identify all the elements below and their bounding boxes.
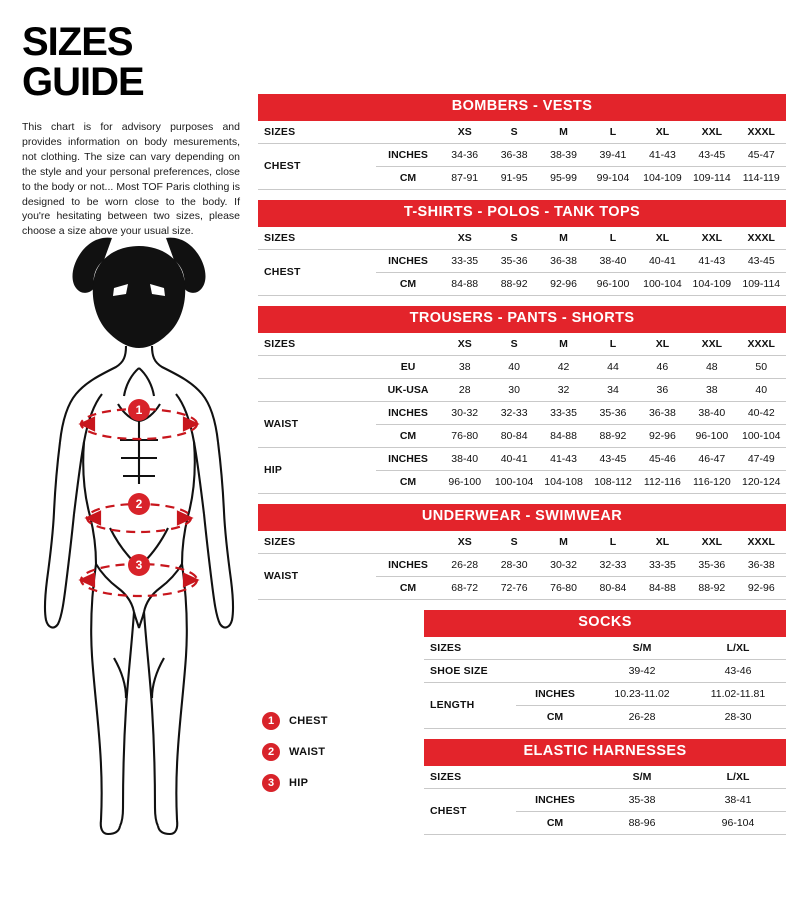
- spacer: [258, 190, 786, 200]
- left-column: [22, 22, 250, 239]
- spacer: [258, 600, 786, 610]
- cell: [376, 121, 440, 144]
- unit-label: INCHES: [376, 249, 440, 272]
- table-underwear-grid: [258, 531, 786, 600]
- cell: 47-49: [737, 447, 786, 470]
- cell: [376, 531, 440, 554]
- cell: 96-100: [440, 470, 489, 493]
- cell: 40-42: [737, 401, 786, 424]
- cell: 38-40: [440, 447, 489, 470]
- cell: 43-45: [588, 447, 637, 470]
- body-measurement-figure: [14, 228, 264, 848]
- table-band-harnesses: ELASTIC HARNESSES: [424, 739, 786, 766]
- table-row: [424, 788, 786, 811]
- cell: XS: [440, 333, 489, 356]
- cell: 41-43: [687, 249, 736, 272]
- cell: 45-47: [737, 143, 786, 166]
- cell: 39-41: [588, 143, 637, 166]
- cell: 88-92: [687, 576, 736, 599]
- intro-paragraph: This chart is for advisory purposes and provides information on body mesurements, not clothing. The size can vary depending on the style and your personal preferences, close to the body or not... Most TOF Paris clothing is designed to be worn close to the body. If you're hesitating between two sizes, please choose a size above your usual size.: [22, 121, 240, 238]
- cell: L: [588, 333, 637, 356]
- cell: M: [539, 333, 588, 356]
- cell: 108-112: [588, 470, 637, 493]
- sizes-label: SIZES: [258, 333, 376, 356]
- cell: S: [489, 227, 538, 250]
- cell: 104-108: [539, 470, 588, 493]
- group-label: CHEST: [258, 249, 376, 295]
- cell: 88-92: [588, 424, 637, 447]
- cell: 41-43: [539, 447, 588, 470]
- cell: XL: [638, 121, 687, 144]
- unit-label: CM: [376, 424, 440, 447]
- unit-label: INCHES: [376, 401, 440, 424]
- cell: 32: [539, 378, 588, 401]
- sizes-label: SIZES: [424, 637, 516, 660]
- table-row: [258, 227, 786, 250]
- cell: [516, 659, 594, 682]
- legend-label-hip: HIP: [289, 777, 309, 789]
- cell: 35-36: [687, 553, 736, 576]
- cell: 36-38: [539, 249, 588, 272]
- table-band-bombers-vests: BOMBERS - VESTS: [258, 94, 786, 121]
- cell: XXXL: [737, 531, 786, 554]
- cell: 41-43: [638, 143, 687, 166]
- cell: L/XL: [690, 637, 786, 660]
- page-title: SIZES GUIDE: [22, 20, 144, 104]
- table-trousers-pants-shorts: [258, 306, 786, 494]
- table-row: [258, 355, 786, 378]
- table-row: [258, 447, 786, 470]
- cell: XXL: [687, 227, 736, 250]
- cell: 116-120: [687, 470, 736, 493]
- cell: L: [588, 227, 637, 250]
- svg-text:3: 3: [135, 558, 143, 572]
- cell: 33-35: [539, 401, 588, 424]
- cell: 45-46: [638, 447, 687, 470]
- cell: 72-76: [489, 576, 538, 599]
- cell: 40-41: [489, 447, 538, 470]
- cell: 38-39: [539, 143, 588, 166]
- table-row: [424, 637, 786, 660]
- cell: 33-35: [440, 249, 489, 272]
- unit-label: INCHES: [516, 682, 594, 705]
- cell: L: [588, 121, 637, 144]
- cell: 35-36: [489, 249, 538, 272]
- cell: S/M: [594, 637, 690, 660]
- cell: 76-80: [539, 576, 588, 599]
- group-label: CHEST: [424, 788, 516, 834]
- cell: 36: [638, 378, 687, 401]
- cell: XXL: [687, 333, 736, 356]
- table-band-socks: SOCKS: [424, 610, 786, 637]
- legend-number-2: 2: [262, 743, 280, 761]
- cell: M: [539, 227, 588, 250]
- cell: 34-36: [440, 143, 489, 166]
- legend-label-waist: WAIST: [289, 746, 326, 758]
- cell: 76-80: [440, 424, 489, 447]
- unit-label: INCHES: [376, 143, 440, 166]
- table-elastic-harnesses: [258, 739, 786, 835]
- cell: 30-32: [539, 553, 588, 576]
- table-band-trousers: TROUSERS - PANTS - SHORTS: [258, 306, 786, 333]
- cell: L: [588, 531, 637, 554]
- cell: 100-104: [489, 470, 538, 493]
- table-bombers-vests: [258, 94, 786, 190]
- cell: [376, 227, 440, 250]
- cell: 109-114: [687, 166, 736, 189]
- cell: 120-124: [737, 470, 786, 493]
- cell: 46-47: [687, 447, 736, 470]
- cell: 84-88: [440, 272, 489, 295]
- cell: 96-100: [588, 272, 637, 295]
- unit-label: CM: [376, 166, 440, 189]
- table-band-tshirts: T-SHIRTS - POLOS - TANK TOPS: [258, 200, 786, 227]
- table-row: [258, 121, 786, 144]
- table-row: [258, 553, 786, 576]
- cell: 48: [687, 355, 736, 378]
- cell: 36-38: [737, 553, 786, 576]
- size-tables: [258, 94, 786, 835]
- male-body-silhouette-icon: [14, 228, 264, 848]
- cell: 96-104: [690, 811, 786, 834]
- table-socks-grid: [424, 637, 786, 729]
- cell: XXL: [687, 121, 736, 144]
- cell: 68-72: [440, 576, 489, 599]
- cell: S: [489, 531, 538, 554]
- cell: M: [539, 531, 588, 554]
- unit-label: CM: [376, 272, 440, 295]
- cell: M: [539, 121, 588, 144]
- cell: 40: [489, 355, 538, 378]
- group-label: WAIST: [258, 401, 376, 447]
- group-label: HIP: [258, 447, 376, 493]
- spacer: [258, 494, 786, 504]
- cell: 50: [737, 355, 786, 378]
- cell: 92-96: [638, 424, 687, 447]
- cell: 28-30: [690, 705, 786, 728]
- table-band-underwear: UNDERWEAR - SWIMWEAR: [258, 504, 786, 531]
- cell: 87-91: [440, 166, 489, 189]
- cell: 96-100: [687, 424, 736, 447]
- cell: 112-116: [638, 470, 687, 493]
- group-label-empty: [258, 378, 376, 401]
- cell: XS: [440, 227, 489, 250]
- cell: 38-40: [588, 249, 637, 272]
- table-tshirts-grid: [258, 227, 786, 296]
- cell: 35-38: [594, 788, 690, 811]
- table-trousers-grid: [258, 333, 786, 494]
- cell: 100-104: [638, 272, 687, 295]
- cell: L/XL: [690, 766, 786, 789]
- cell: 43-45: [687, 143, 736, 166]
- unit-label: INCHES: [376, 447, 440, 470]
- cell: XXXL: [737, 227, 786, 250]
- cell: 28: [440, 378, 489, 401]
- table-row: [258, 531, 786, 554]
- cell: 26-28: [440, 553, 489, 576]
- cell: 84-88: [539, 424, 588, 447]
- cell: 32-33: [588, 553, 637, 576]
- cell: 80-84: [588, 576, 637, 599]
- legend-label-chest: CHEST: [289, 715, 328, 727]
- cell: 99-104: [588, 166, 637, 189]
- table-row: [258, 378, 786, 401]
- unit-label: EU: [376, 355, 440, 378]
- legend-number-3: 3: [262, 774, 280, 792]
- cell: XXL: [687, 531, 736, 554]
- cell: S: [489, 333, 538, 356]
- cell: 114-119: [737, 166, 786, 189]
- table-row: [258, 249, 786, 272]
- unit-label: CM: [516, 705, 594, 728]
- cell: XL: [638, 227, 687, 250]
- cell: [516, 637, 594, 660]
- shoe-size-label: SHOE SIZE: [424, 659, 516, 682]
- cell: 44: [588, 355, 637, 378]
- unit-label: UK-USA: [376, 378, 440, 401]
- table-row: [258, 401, 786, 424]
- table-row: [424, 659, 786, 682]
- cell: 35-36: [588, 401, 637, 424]
- sizes-label: SIZES: [424, 766, 516, 789]
- cell: 38: [687, 378, 736, 401]
- table-socks: [258, 610, 786, 729]
- group-label: WAIST: [258, 553, 376, 599]
- cell: 38-41: [690, 788, 786, 811]
- cell: XXXL: [737, 333, 786, 356]
- svg-text:2: 2: [135, 497, 143, 511]
- cell: XXXL: [737, 121, 786, 144]
- cell: 43-45: [737, 249, 786, 272]
- cell: 43-46: [690, 659, 786, 682]
- cell: S/M: [594, 766, 690, 789]
- length-label: LENGTH: [424, 682, 516, 728]
- cell: 32-33: [489, 401, 538, 424]
- cell: 40-41: [638, 249, 687, 272]
- sizes-label: SIZES: [258, 121, 376, 144]
- cell: 104-109: [638, 166, 687, 189]
- cell: XS: [440, 531, 489, 554]
- cell: XL: [638, 333, 687, 356]
- cell: 11.02-11.81: [690, 682, 786, 705]
- sizes-label: SIZES: [258, 227, 376, 250]
- cell: 46: [638, 355, 687, 378]
- cell: 36-38: [638, 401, 687, 424]
- cell: 88-92: [489, 272, 538, 295]
- legend-number-1: 1: [262, 712, 280, 730]
- cell: 34: [588, 378, 637, 401]
- cell: 10.23-11.02: [594, 682, 690, 705]
- cell: 38: [440, 355, 489, 378]
- sizes-label: SIZES: [258, 531, 376, 554]
- cell: 42: [539, 355, 588, 378]
- cell: 104-109: [687, 272, 736, 295]
- unit-label: CM: [376, 470, 440, 493]
- table-row: [258, 333, 786, 356]
- cell: 95-99: [539, 166, 588, 189]
- cell: 84-88: [638, 576, 687, 599]
- cell: 109-114: [737, 272, 786, 295]
- group-label: [258, 355, 376, 378]
- cell: 40: [737, 378, 786, 401]
- table-row: [424, 766, 786, 789]
- spacer: [258, 729, 786, 739]
- cell: [516, 766, 594, 789]
- cell: 92-96: [539, 272, 588, 295]
- cell: 30-32: [440, 401, 489, 424]
- unit-label: CM: [376, 576, 440, 599]
- group-label: CHEST: [258, 143, 376, 189]
- cell: 26-28: [594, 705, 690, 728]
- cell: XS: [440, 121, 489, 144]
- cell: [376, 333, 440, 356]
- spacer: [258, 296, 786, 306]
- cell: 80-84: [489, 424, 538, 447]
- cell: XL: [638, 531, 687, 554]
- cell: 39-42: [594, 659, 690, 682]
- unit-label: INCHES: [516, 788, 594, 811]
- svg-text:1: 1: [135, 403, 143, 417]
- table-bombers-vests-grid: [258, 121, 786, 190]
- table-row: [424, 682, 786, 705]
- unit-label: CM: [516, 811, 594, 834]
- cell: 36-38: [489, 143, 538, 166]
- cell: 92-96: [737, 576, 786, 599]
- cell: 28-30: [489, 553, 538, 576]
- cell: 38-40: [687, 401, 736, 424]
- unit-label: INCHES: [376, 553, 440, 576]
- cell: S: [489, 121, 538, 144]
- cell: 33-35: [638, 553, 687, 576]
- cell: 91-95: [489, 166, 538, 189]
- cell: 88-96: [594, 811, 690, 834]
- table-underwear-swimwear: [258, 504, 786, 600]
- cell: 30: [489, 378, 538, 401]
- table-row: [258, 143, 786, 166]
- table-harnesses-grid: [424, 766, 786, 835]
- table-tshirts-polos-tanktops: [258, 200, 786, 296]
- cell: 100-104: [737, 424, 786, 447]
